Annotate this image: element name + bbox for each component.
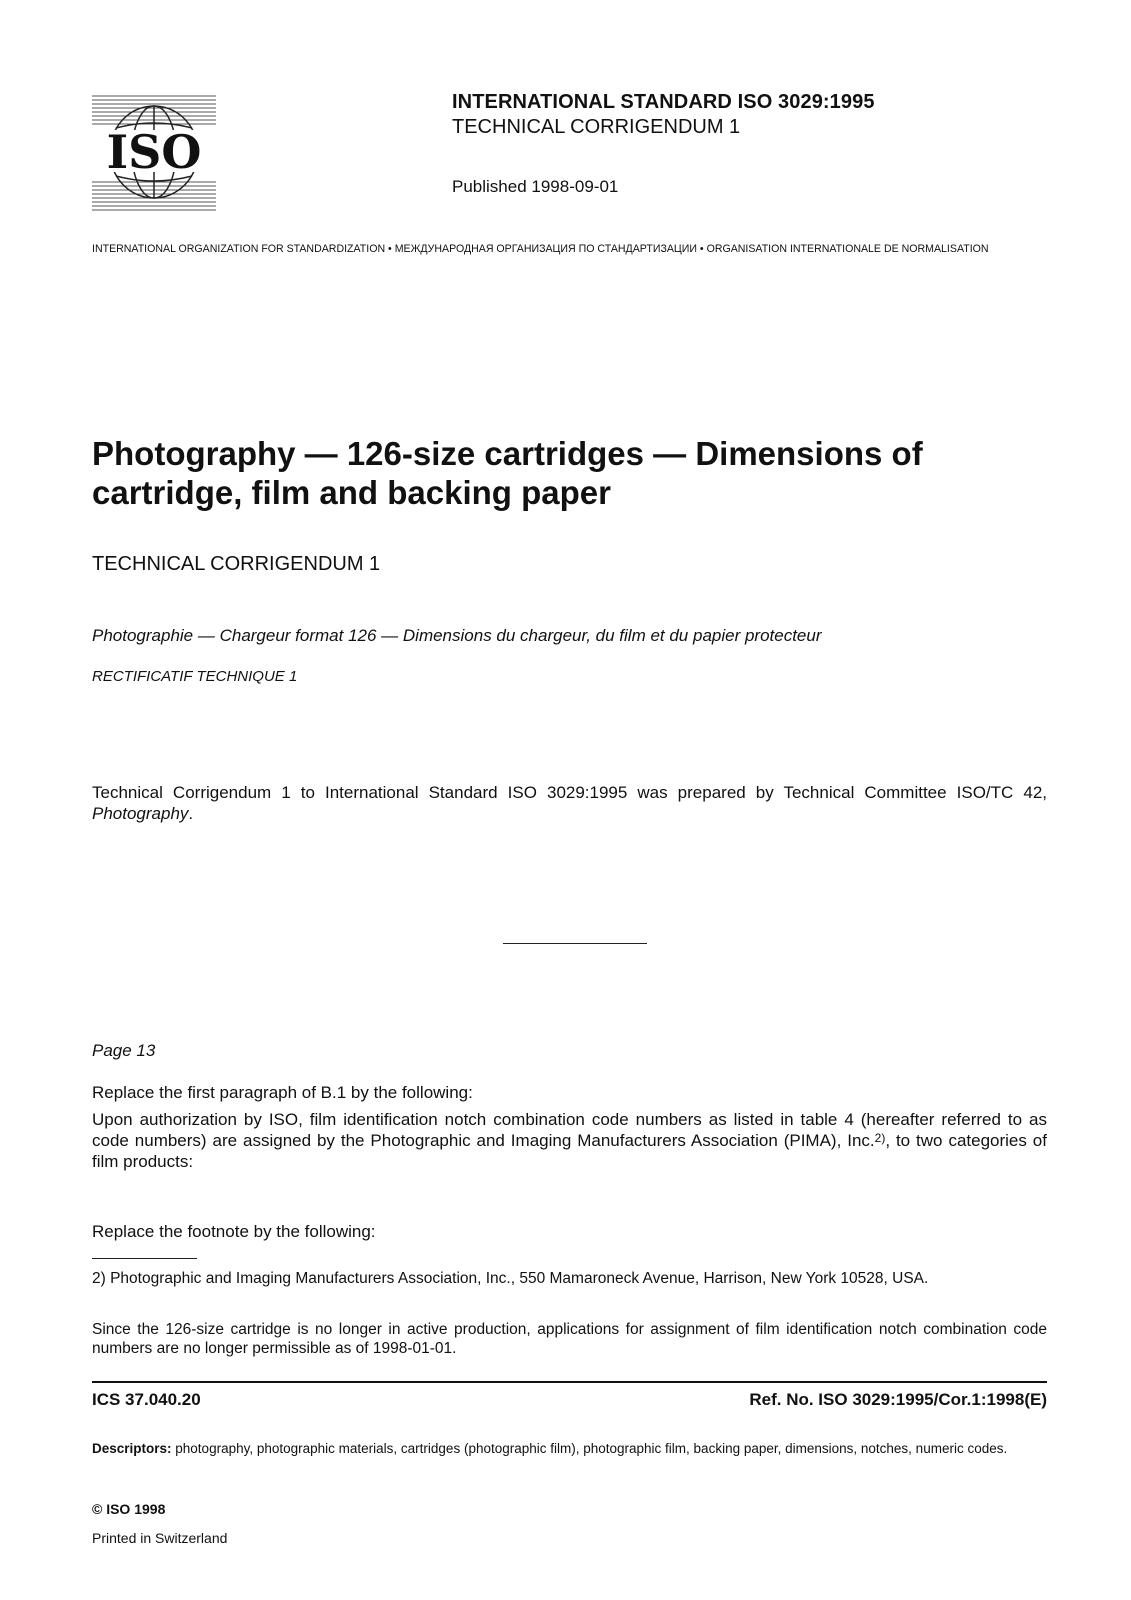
french-title: Photographie — Chargeur format 126 — Dimensions du chargeur, du film et du papier protecteur: [92, 626, 822, 645]
corrigendum-label: TECHNICAL CORRIGENDUM 1: [92, 553, 381, 575]
intro-paragraph: [92, 782, 1047, 824]
iso-logo: [92, 94, 216, 212]
section-divider: [503, 943, 647, 944]
printed-location: Printed in Switzerland: [92, 1530, 228, 1546]
footnote-rule: [92, 1258, 197, 1259]
reference-number: Ref. No. ISO 3029:1995/Cor.1:1998(E): [749, 1390, 1047, 1409]
replacement-text: Upon authorization by ISO, film identification notch combination code numbers as listed in table 4 (hereafter referred to as code numbers) are assigned by the Photographic and Imaging Manufacturers Association (PIMA), Inc.: [92, 1110, 1047, 1150]
replacement-paragraph: [92, 1109, 1047, 1172]
footnote: 2) Photographic and Imaging Manufacturers Association, Inc., 550 Mamaroneck Avenue, Harrison, New York 10528, USA.: [92, 1270, 929, 1287]
page-reference: Page 13: [92, 1041, 156, 1060]
descriptors-text: photography, photographic materials, cartridges (photographic film), photographic film, backing paper, dimensions, notches, numeric codes.: [171, 1441, 1008, 1456]
committee-name: Photography: [92, 804, 189, 823]
organization-line: INTERNATIONAL ORGANIZATION FOR STANDARDIZATION • МЕЖДУНАРОДНАЯ ОРГАНИЗАЦИЯ ПО СТАНДАРТИЗАЦИИ • ORGANISATION INTERNATIONALE DE NORMALISATION: [92, 243, 989, 255]
descriptors-label: Descriptors:: [92, 1441, 172, 1456]
replace-paragraph-instruction: Replace the first paragraph of B.1 by the following:: [92, 1083, 473, 1102]
replace-footnote-instruction: Replace the footnote by the following:: [92, 1222, 376, 1241]
footnote-marker: 2): [874, 1131, 886, 1145]
standard-subtitle: TECHNICAL CORRIGENDUM 1: [452, 116, 741, 138]
replacement-text-end: , to two categories of film products:: [92, 1131, 1047, 1171]
standard-title: INTERNATIONAL STANDARD ISO 3029:1995: [452, 91, 875, 113]
descriptors: [92, 1440, 1047, 1458]
copyright: © ISO 1998: [92, 1501, 166, 1517]
svg-text:ISO: ISO: [106, 125, 202, 179]
intro-end: .: [188, 804, 194, 823]
footer-rule: [92, 1381, 1047, 1383]
ics-code: ICS 37.040.20: [92, 1390, 201, 1409]
production-note: Since the 126-size cartridge is no longer in active production, applications for assignment of film identification notch combination code numbers are no longer permissible as of 1998-01-01.: [92, 1321, 1047, 1357]
intro-text: Technical Corrigendum 1 to International Standard ISO 3029:1995 was prepared by Technical Committee ISO/TC 42,: [92, 783, 1047, 802]
published-date: Published 1998-09-01: [452, 177, 619, 196]
french-corrigendum-label: RECTIFICATIF TECHNIQUE 1: [92, 668, 298, 685]
document-title: Photography — 126-size cartridges — Dimensions of cartridge, film and backing paper: [92, 435, 923, 511]
